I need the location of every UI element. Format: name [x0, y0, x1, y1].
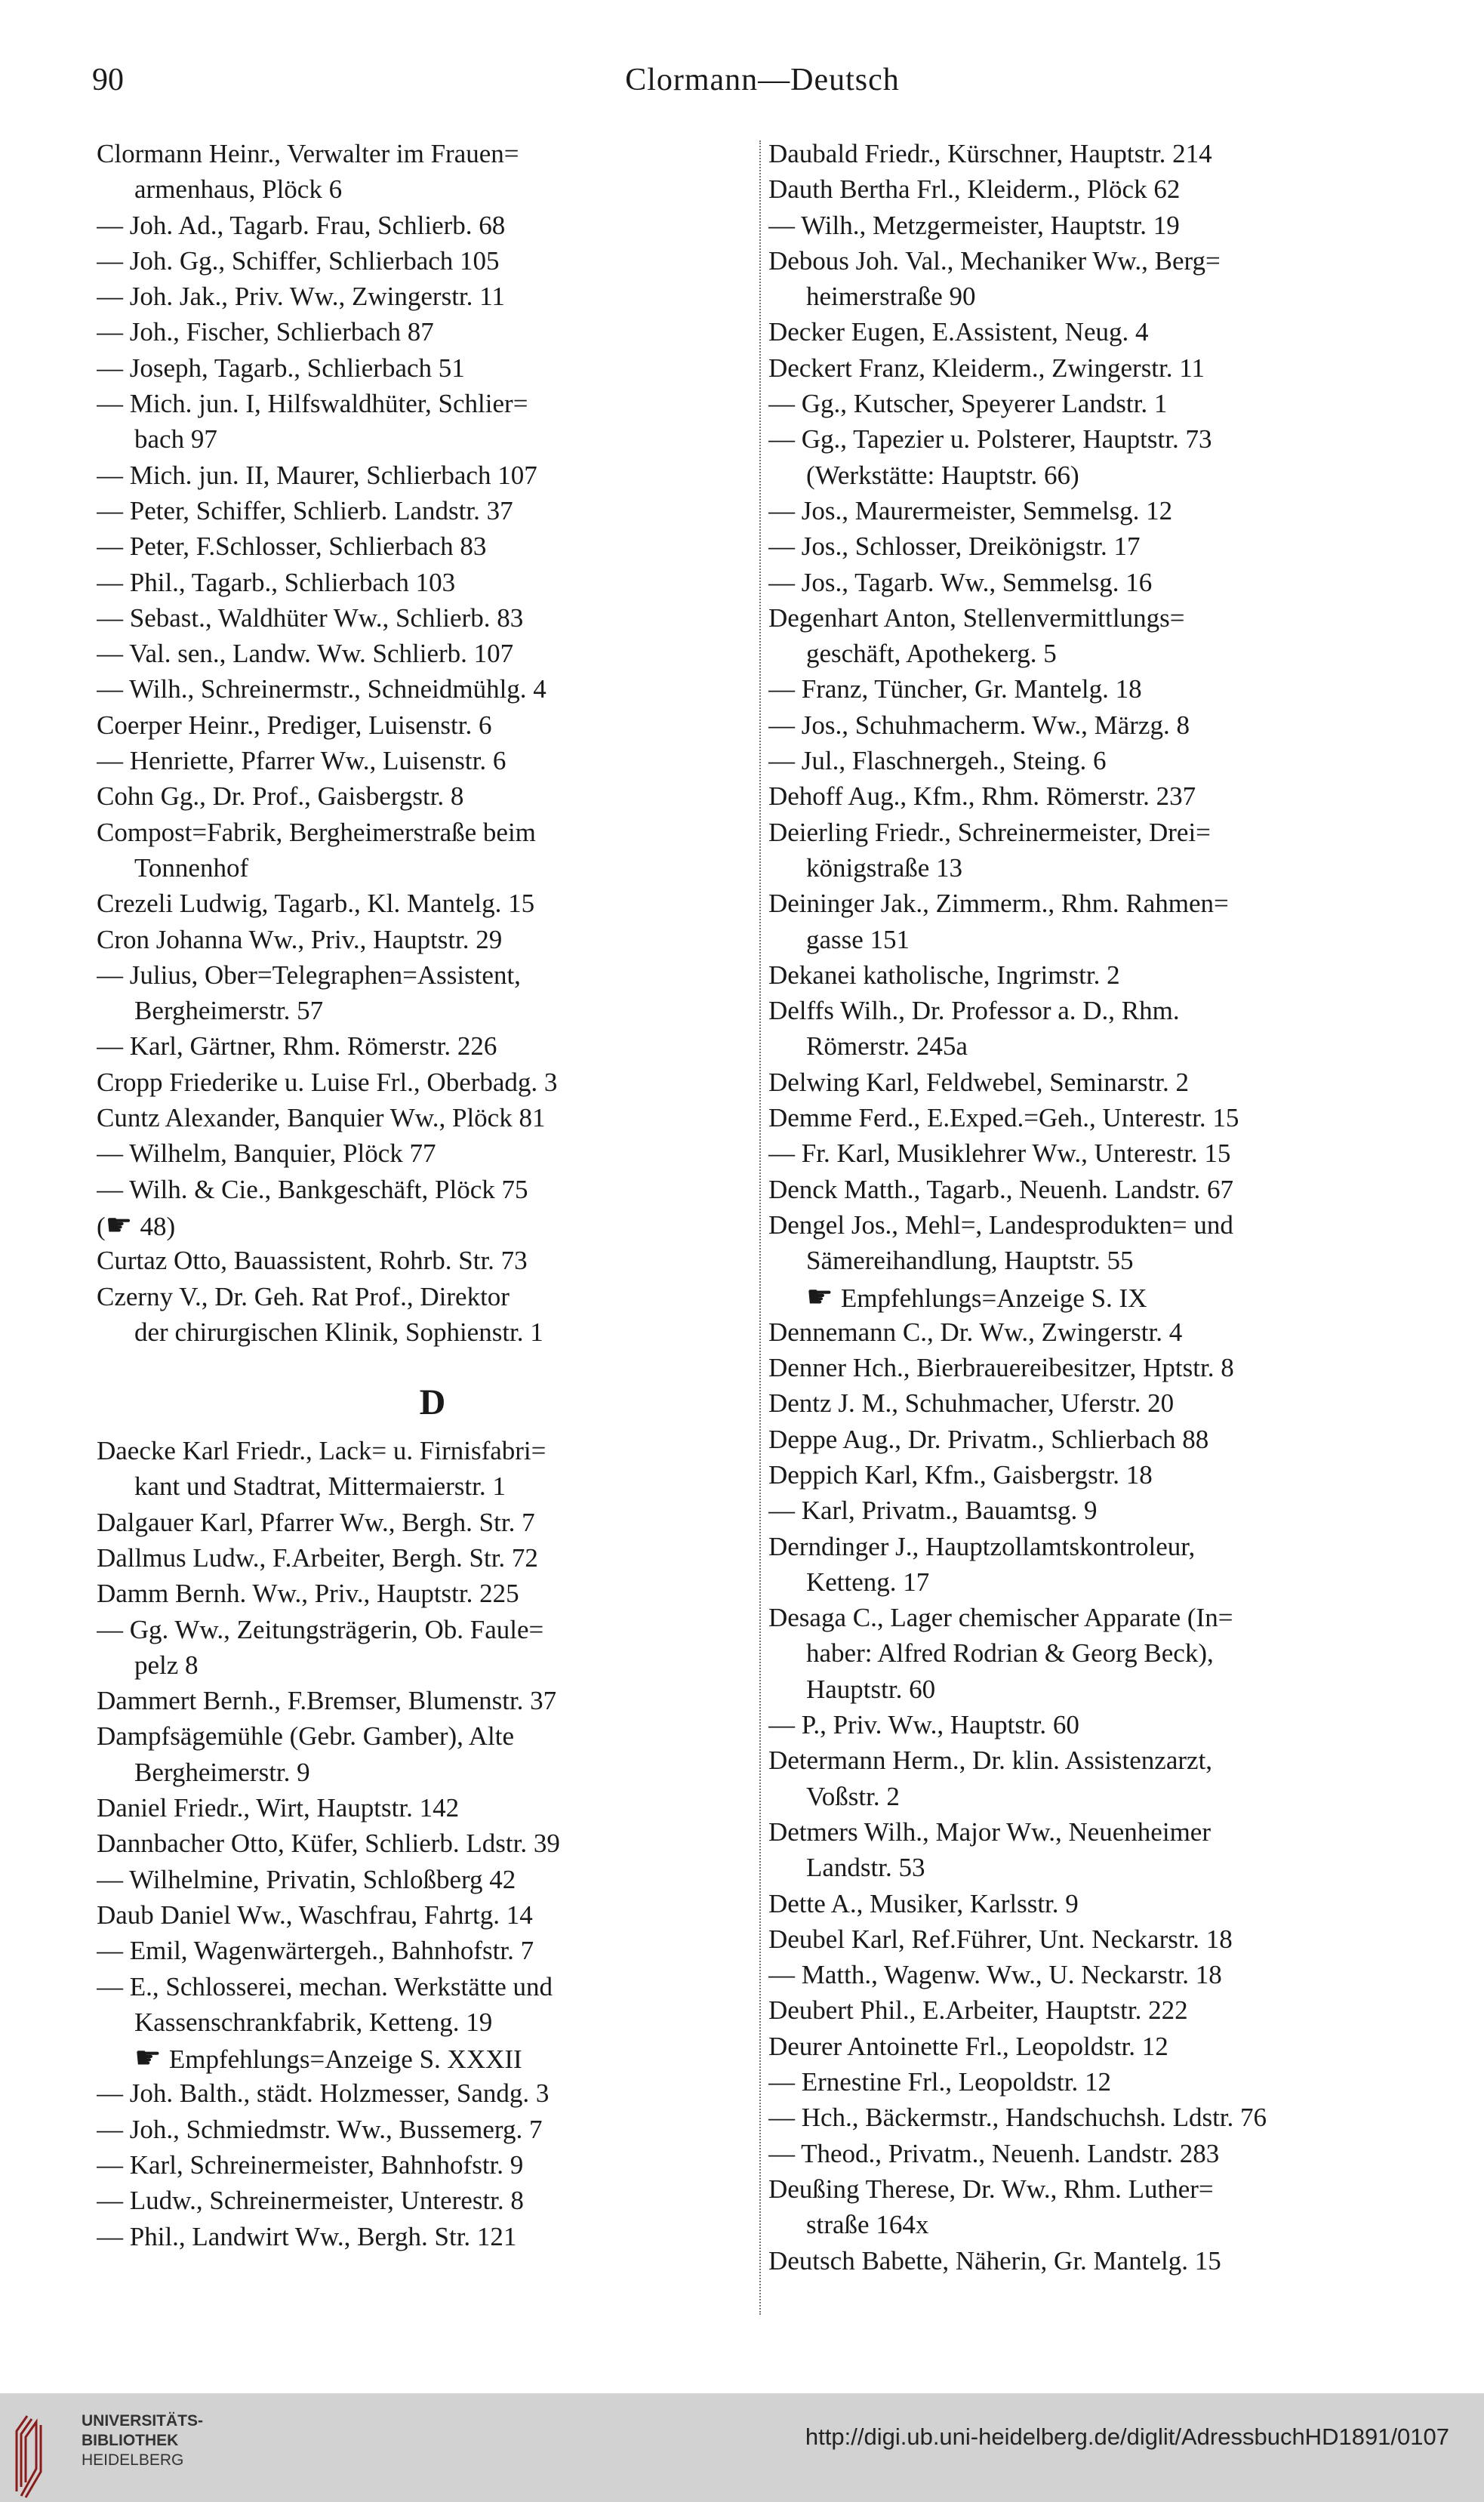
- entry-text: Empfehlungs=Anzeige S. IX: [840, 1283, 1147, 1313]
- source-url[interactable]: http://digi.ub.uni-heidelberg.de/diglit/AdressbuchHD1891/0107: [805, 2423, 1449, 2450]
- entry-text: Hauptstr. 60: [806, 1674, 936, 1704]
- entry-text: Delwing Karl, Feldwebel, Seminarstr. 2: [768, 1067, 1189, 1097]
- directory-entry-line: [768, 1672, 1418, 1707]
- entry-text: Deußing Therese, Dr. Ww., Rhm. Luther=: [768, 2174, 1214, 2204]
- entry-text: — Karl, Privatm., Bauamtsg. 9: [768, 1496, 1098, 1526]
- directory-entry-line: [97, 1683, 768, 1718]
- directory-entry-line: [97, 815, 768, 850]
- directory-entry-line: [768, 1172, 1418, 1207]
- entry-text: — Wilh., Schreinermstr., Schneidmühlg. 4: [97, 674, 546, 704]
- directory-entry-line: [768, 1028, 1418, 1064]
- directory-entry-line: [97, 1718, 768, 1754]
- directory-entry-line: [97, 2040, 768, 2075]
- entry-text: — Jos., Maurermeister, Semmelsg. 12: [768, 495, 1173, 525]
- entry-text: — Wilh. & Cie., Bankgeschäft, Plöck 75: [97, 1174, 528, 1204]
- directory-entry-line: [97, 421, 768, 457]
- directory-entry-line: [768, 1992, 1418, 2028]
- directory-entry-line: [768, 314, 1418, 350]
- entry-text: Voßstr. 2: [806, 1781, 900, 1811]
- directory-entry-line: [768, 2207, 1418, 2242]
- entry-text: Dalgauer Karl, Pfarrer Ww., Bergh. Str. 7: [97, 1507, 535, 1537]
- entry-text: Deutsch Babette, Näherin, Gr. Mantelg. 15: [768, 2245, 1221, 2276]
- left-column: [97, 136, 768, 2254]
- directory-entry-line: [768, 1779, 1418, 1814]
- directory-entry-line: [768, 1314, 1418, 1350]
- entry-text: Damm Bernh. Ww., Priv., Hauptstr. 225: [97, 1579, 519, 1609]
- entry-text: Determann Herm., Dr. klin. Assistenzarzt,: [768, 1746, 1213, 1776]
- entry-text: Landstr. 53: [806, 1853, 925, 1883]
- directory-entry-line: [768, 1850, 1418, 1885]
- entry-text: Delffs Wilh., Dr. Professor a. D., Rhm.: [768, 996, 1180, 1026]
- entry-text: — Wilh., Metzgermeister, Hauptstr. 19: [768, 210, 1180, 240]
- directory-entry-line: [768, 1564, 1418, 1600]
- entry-text: — P., Priv. Ww., Hauptstr. 60: [768, 1710, 1079, 1740]
- entry-text: bach 97: [134, 424, 217, 454]
- directory-entry-line: [768, 886, 1418, 921]
- directory-entry-line: [768, 815, 1418, 850]
- directory-entry-line: [97, 922, 768, 957]
- entry-text: — Phil., Tagarb., Schlierbach 103: [97, 567, 456, 597]
- right-column: [768, 136, 1418, 2279]
- directory-entry-line: [768, 2136, 1418, 2171]
- entry-text: — Joh., Schmiedmstr. Ww., Bussemerg. 7: [97, 2114, 543, 2144]
- entry-text: Denner Hch., Bierbrauereibesitzer, Hptstr. 8: [768, 1353, 1234, 1383]
- directory-entry-line: [768, 1350, 1418, 1385]
- entry-text: — E., Schlosserei, mechan. Werkstätte und: [97, 1971, 553, 2001]
- entry-text: Daubald Friedr., Kürschner, Hauptstr. 214: [768, 139, 1212, 168]
- directory-entry-line: [97, 2004, 768, 2040]
- entry-text: — Gg. Ww., Zeitungsträgerin, Ob. Faule=: [97, 1614, 544, 1644]
- entry-text: Cropp Friederike u. Luise Frl., Oberbadg. 3: [97, 1067, 558, 1097]
- directory-entry-line: [768, 1100, 1418, 1135]
- entry-text: Dampfsägemühle (Gebr. Gamber), Alte: [97, 1721, 515, 1752]
- entry-text: — Karl, Schreinermeister, Bahnhofstr. 9: [97, 2150, 524, 2180]
- entry-text: heimerstraße 90: [806, 282, 976, 312]
- directory-entry-line: [97, 636, 768, 671]
- entry-text: haber: Alfred Rodrian & Georg Beck),: [806, 1638, 1214, 1669]
- directory-entry-line: [97, 1065, 768, 1100]
- directory-entry-line: [97, 1540, 768, 1576]
- entry-text: Deierling Friedr., Schreinermeister, Drei=: [768, 817, 1211, 847]
- entry-text: Coerper Heinr., Prediger, Luisenstr. 6: [97, 710, 492, 740]
- entry-text: — Val. sen., Landw. Ww. Schlierb. 107: [97, 639, 514, 669]
- entry-text: — Fr. Karl, Musiklehrer Ww., Unterestr. 15: [768, 1139, 1231, 1169]
- entry-text: — Ludw., Schreinermeister, Unterestr. 8: [97, 2186, 524, 2216]
- directory-entry-line: [97, 528, 768, 564]
- directory-entry-line: [768, 957, 1418, 993]
- entry-text: — Karl, Gärtner, Rhm. Römerstr. 226: [97, 1031, 497, 1062]
- directory-entry-line: [97, 314, 768, 350]
- entry-text: königstraße 13: [806, 852, 963, 883]
- entry-text: — Emil, Wagenwärtergeh., Bahnhofstr. 7: [97, 1936, 534, 1966]
- directory-entry-line: [97, 778, 768, 814]
- directory-entry-line: [97, 1755, 768, 1790]
- entry-text: Deckert Franz, Kleiderm., Zwingerstr. 11: [768, 353, 1205, 383]
- directory-entry-line: [97, 1969, 768, 2004]
- directory-entry-line: [768, 279, 1418, 314]
- directory-entry-line: [768, 1921, 1418, 1957]
- logo-line-3: HEIDELBERG: [82, 2451, 184, 2469]
- directory-entry-line: [97, 2183, 768, 2218]
- directory-entry-line: [768, 1529, 1418, 1564]
- directory-entry-line: [97, 1826, 768, 1861]
- entry-text: — Jul., Flaschnergeh., Steing. 6: [768, 746, 1107, 776]
- directory-entry-line: [768, 1886, 1418, 1921]
- directory-entry-line: [768, 171, 1418, 207]
- entry-text: straße 164x: [806, 2210, 929, 2240]
- pointing-hand-icon: ☛: [134, 2041, 162, 2075]
- directory-entry-line: [97, 493, 768, 528]
- entry-text: — Joseph, Tagarb., Schlierbach 51: [97, 353, 465, 383]
- entry-text: — Joh., Fischer, Schlierbach 87: [97, 317, 434, 347]
- directory-entry-line: [768, 671, 1418, 707]
- entry-text: — Gg., Kutscher, Speyerer Landstr. 1: [768, 389, 1168, 419]
- directory-entry-line: [97, 1897, 768, 1933]
- entry-text: Kassenschrankfabrik, Ketteng. 19: [134, 2007, 493, 2037]
- entry-text: 48): [140, 1211, 176, 1241]
- entry-text: Decker Eugen, E.Assistent, Neug. 4: [768, 317, 1149, 347]
- directory-entry-line: [768, 1814, 1418, 1850]
- logo-line-2: BIBLIOTHEK: [82, 2432, 179, 2449]
- directory-entry-line: [768, 636, 1418, 671]
- entry-text: — Wilhelmine, Privatin, Schloßberg 42: [97, 1864, 516, 1894]
- entry-text: — Phil., Landwirt Ww., Bergh. Str. 121: [97, 2221, 517, 2251]
- entry-text: Derndinger J., Hauptzollamtskontroleur,: [768, 1531, 1196, 1561]
- directory-entry-line: [97, 1647, 768, 1683]
- directory-entry-line: [768, 421, 1418, 457]
- directory-entry-line: [768, 993, 1418, 1028]
- running-head: Clormann—Deutsch: [625, 63, 900, 97]
- directory-entry-line: [768, 1135, 1418, 1171]
- directory-entry-line: [768, 778, 1418, 814]
- entry-text: — Mich. jun. II, Maurer, Schlierbach 107: [97, 460, 537, 490]
- pointing-hand-icon: ☛: [105, 1207, 133, 1242]
- entry-text: Denck Matth., Tagarb., Neuenh. Landstr. 67: [768, 1174, 1234, 1204]
- directory-entry-line: [97, 1243, 768, 1278]
- directory-entry-line: [97, 1468, 768, 1504]
- entry-text: — Theod., Privatm., Neuenh. Landstr. 283: [768, 2138, 1220, 2168]
- entry-text: Daniel Friedr., Wirt, Hauptstr. 142: [97, 1793, 460, 1823]
- directory-entry-line: [768, 1493, 1418, 1528]
- entry-text: Sämereihandlung, Hauptstr. 55: [806, 1246, 1134, 1276]
- directory-entry-line: [97, 2147, 768, 2183]
- entry-text: — Joh. Ad., Tagarb. Frau, Schlierb. 68: [97, 210, 506, 240]
- entry-text: Desaga C., Lager chemischer Apparate (In=: [768, 1603, 1233, 1633]
- directory-entry-line: [97, 1790, 768, 1826]
- entry-text: — Peter, Schiffer, Schlierb. Landstr. 37: [97, 495, 513, 525]
- directory-entry-line: [768, 136, 1418, 171]
- entry-text: gasse 151: [806, 924, 910, 954]
- directory-entry-line: [768, 493, 1418, 528]
- column-divider: [759, 140, 761, 2315]
- entry-text: — Wilhelm, Banquier, Plöck 77: [97, 1139, 436, 1169]
- directory-entry-line: [97, 1862, 768, 1897]
- entry-text: der chirurgischen Klinik, Sophienstr. 1: [134, 1317, 543, 1347]
- entry-text: kant und Stadtrat, Mittermaierstr. 1: [134, 1471, 506, 1502]
- directory-entry-line: [97, 1505, 768, 1540]
- directory-entry-line: [768, 850, 1418, 886]
- entry-text: Tonnenhof: [134, 852, 249, 883]
- entry-text: Dengel Jos., Mehl=, Landesprodukten= und: [768, 1209, 1233, 1240]
- entry-text: Dekanei katholische, Ingrimstr. 2: [768, 960, 1120, 990]
- entry-text: — Jos., Schlosser, Dreikönigstr. 17: [768, 532, 1141, 562]
- entry-text: Dannbacher Otto, Küfer, Schlierb. Ldstr. 39: [97, 1829, 560, 1859]
- entry-text: Dentz J. M., Schuhmacher, Uferstr. 20: [768, 1388, 1175, 1419]
- entry-text: Dennemann C., Dr. Ww., Zwingerstr. 4: [768, 1317, 1183, 1347]
- entry-text: — Joh. Jak., Priv. Ww., Zwingerstr. 11: [97, 282, 505, 312]
- entry-text: D: [419, 1382, 446, 1423]
- entry-text: Dette A., Musiker, Karlsstr. 9: [768, 1888, 1079, 1918]
- university-library-logo-icon: [14, 2408, 48, 2499]
- entry-text: Demme Ferd., E.Exped.=Geh., Unterestr. 15: [768, 1103, 1239, 1133]
- entry-text: Deininger Jak., Zimmerm., Rhm. Rahmen=: [768, 889, 1229, 919]
- entry-text: — Sebast., Waldhüter Ww., Schlierb. 83: [97, 602, 524, 633]
- directory-entry-line: [97, 707, 768, 743]
- directory-entry-line: [97, 671, 768, 707]
- pointing-hand-icon: ☛: [806, 1279, 833, 1314]
- entry-text: Cron Johanna Ww., Priv., Hauptstr. 29: [97, 924, 503, 954]
- directory-entry-line: [97, 886, 768, 921]
- entry-text: (Werkstätte: Hauptstr. 66): [806, 460, 1079, 490]
- entry-text: Deppe Aug., Dr. Privatm., Schlierbach 88: [768, 1424, 1209, 1454]
- entry-text: Empfehlungs=Anzeige S. XXXII: [168, 2044, 522, 2075]
- entry-text: Bergheimerstr. 57: [134, 996, 324, 1026]
- entry-text: Deubel Karl, Ref.Führer, Unt. Neckarstr. 18: [768, 1924, 1233, 1954]
- entry-text: Dehoff Aug., Kfm., Rhm. Römerstr. 237: [768, 781, 1196, 812]
- entry-text: Cuntz Alexander, Banquier Ww., Plöck 81: [97, 1103, 546, 1133]
- entry-text: geschäft, Apothekerg. 5: [806, 639, 1057, 669]
- directory-entry-line: [97, 1933, 768, 1968]
- entry-text: Cohn Gg., Dr. Prof., Gaisbergstr. 8: [97, 781, 464, 812]
- directory-entry-line: [97, 2075, 768, 2111]
- directory-entry-line: [97, 1135, 768, 1171]
- entry-text: — Jos., Tagarb. Ww., Semmelsg. 16: [768, 567, 1153, 597]
- directory-entry-line: [768, 922, 1418, 957]
- directory-entry-line: [97, 600, 768, 636]
- directory-entry-line: [768, 1385, 1418, 1421]
- entry-text: — Mich. jun. I, Hilfswaldhüter, Schlier=: [97, 389, 528, 419]
- directory-entry-line: [768, 208, 1418, 243]
- entry-text: Dammert Bernh., F.Bremser, Blumenstr. 37: [97, 1686, 557, 1716]
- directory-entry-line: [97, 1576, 768, 1611]
- entry-text: — Peter, F.Schlosser, Schlierbach 83: [97, 532, 487, 562]
- entry-text: — Joh. Balth., städt. Holzmesser, Sandg. 3: [97, 2078, 550, 2109]
- directory-entry-line: [97, 243, 768, 279]
- entry-text: — Matth., Wagenw. Ww., U. Neckarstr. 18: [768, 1960, 1222, 1990]
- entry-text: Czerny V., Dr. Geh. Rat Prof., Direktor: [97, 1281, 510, 1311]
- directory-entry-line: [97, 386, 768, 421]
- directory-entry-line: [768, 2243, 1418, 2279]
- entry-text: Deppich Karl, Kfm., Gaisbergstr. 18: [768, 1459, 1153, 1490]
- directory-entry-line: [768, 243, 1418, 279]
- entry-text: — Franz, Tüncher, Gr. Mantelg. 18: [768, 674, 1142, 704]
- directory-entry-line: [768, 600, 1418, 636]
- entry-text: Compost=Fabrik, Bergheimerstraße beim: [97, 817, 536, 847]
- entry-text: Deubert Phil., E.Arbeiter, Hauptstr. 222: [768, 1995, 1188, 2026]
- paren: (: [97, 1211, 106, 1241]
- directory-entry-line: [97, 1279, 768, 1314]
- directory-entry-line: [768, 1707, 1418, 1742]
- entry-text: Curtaz Otto, Bauassistent, Rohrb. Str. 73: [97, 1246, 528, 1276]
- directory-entry-line: [768, 528, 1418, 564]
- section-heading: [97, 1350, 768, 1433]
- directory-entry-line: [768, 1279, 1418, 1314]
- directory-entry-line: [768, 707, 1418, 743]
- directory-entry-line: [768, 1243, 1418, 1278]
- directory-entry-line: [97, 458, 768, 493]
- directory-entry-line: [768, 1065, 1418, 1100]
- directory-entry-line: [97, 1100, 768, 1135]
- entry-text: Dauth Bertha Frl., Kleiderm., Plöck 62: [768, 174, 1181, 205]
- directory-entry-line: [768, 350, 1418, 386]
- directory-entry-line: [97, 1612, 768, 1647]
- directory-entry-line: [768, 1635, 1418, 1671]
- directory-entry-line: [97, 2219, 768, 2254]
- directory-entry-line: [97, 208, 768, 243]
- entry-text: Bergheimerstr. 9: [134, 1757, 310, 1787]
- entry-text: Clormann Heinr., Verwalter im Frauen=: [97, 139, 519, 168]
- directory-entry-line: [768, 1600, 1418, 1635]
- library-name: [82, 2411, 203, 2470]
- entry-text: — Hch., Bäckermstr., Handschuchsh. Ldstr. 76: [768, 2103, 1267, 2133]
- entry-text: — Julius, Ober=Telegraphen=Assistent,: [97, 960, 521, 990]
- entry-text: Daub Daniel Ww., Waschfrau, Fahrtg. 14: [97, 1900, 533, 1930]
- directory-entry-line: [97, 850, 768, 886]
- logo-line-1: UNIVERSITÄTS-: [82, 2412, 204, 2430]
- directory-entry-line: [768, 1742, 1418, 1778]
- directory-entry-line: [768, 2171, 1418, 2207]
- directory-entry-line: [768, 458, 1418, 493]
- directory-entry-line: [97, 1433, 768, 1468]
- entry-text: Debous Joh. Val., Mechaniker Ww., Berg=: [768, 245, 1221, 276]
- directory-entry-line: [768, 1957, 1418, 1992]
- entry-text: Dallmus Ludw., F.Arbeiter, Bergh. Str. 72: [97, 1542, 538, 1573]
- directory-entry-line: [97, 957, 768, 993]
- directory-entry-line: [97, 350, 768, 386]
- footer-bar: [0, 2393, 1484, 2502]
- directory-entry-line: [97, 565, 768, 600]
- directory-entry-line: [97, 743, 768, 778]
- directory-entry-line: [768, 1207, 1418, 1243]
- directory-entry-line: [97, 1172, 768, 1207]
- entry-text: Römerstr. 245a: [806, 1031, 968, 1062]
- entry-text: — Jos., Schuhmacherm. Ww., Märzg. 8: [768, 710, 1190, 740]
- directory-entry-line: [768, 2100, 1418, 2135]
- entry-text: Daecke Karl Friedr., Lack= u. Firnisfabri=: [97, 1436, 546, 1466]
- entry-text: Ketteng. 17: [806, 1567, 930, 1597]
- entry-text: armenhaus, Plöck 6: [134, 174, 343, 205]
- directory-entry-line: [97, 2112, 768, 2147]
- directory-entry-line: [768, 2064, 1418, 2100]
- entry-text: — Gg., Tapezier u. Polsterer, Hauptstr. 73: [768, 424, 1212, 454]
- entry-text: Detmers Wilh., Major Ww., Neuenheimer: [768, 1816, 1211, 1847]
- entry-text: — Ernestine Frl., Leopoldstr. 12: [768, 2067, 1111, 2097]
- directory-entry-line: [768, 2029, 1418, 2064]
- directory-entry-line: [768, 1422, 1418, 1457]
- entry-text: pelz 8: [134, 1650, 199, 1680]
- entry-text: — Henriette, Pfarrer Ww., Luisenstr. 6: [97, 746, 506, 776]
- entry-text: — Joh. Gg., Schiffer, Schlierbach 105: [97, 245, 500, 276]
- page-number: 90: [92, 63, 124, 97]
- directory-entry-line: [97, 1207, 768, 1243]
- entry-text: Deurer Antoinette Frl., Leopoldstr. 12: [768, 2031, 1168, 2061]
- directory-entry-line: [768, 1457, 1418, 1493]
- directory-entry-line: [768, 743, 1418, 778]
- directory-entry-line: [768, 565, 1418, 600]
- directory-entry-line: [768, 386, 1418, 421]
- entry-text: Degenhart Anton, Stellenvermittlungs=: [768, 602, 1185, 633]
- directory-entry-line: [97, 1028, 768, 1064]
- directory-entry-line: [97, 171, 768, 207]
- directory-entry-line: [97, 279, 768, 314]
- directory-entry-line: [97, 136, 768, 171]
- directory-entry-line: [97, 993, 768, 1028]
- directory-entry-line: [97, 1314, 768, 1350]
- entry-text: Crezeli Ludwig, Tagarb., Kl. Mantelg. 15: [97, 889, 535, 919]
